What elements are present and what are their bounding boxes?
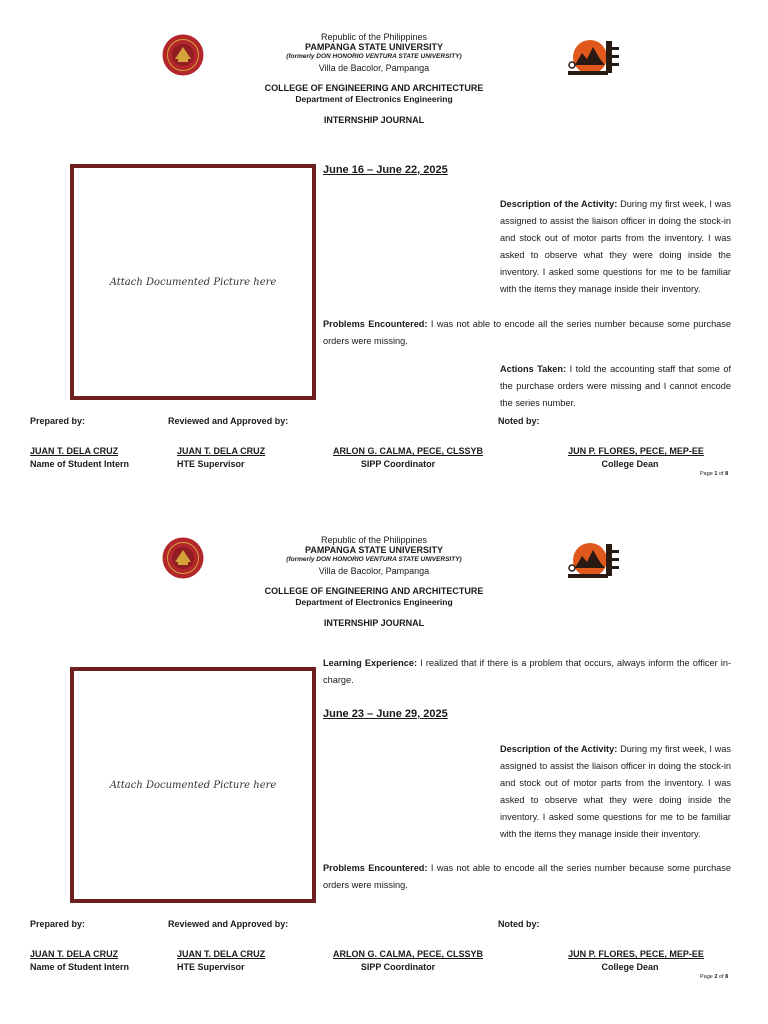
- page-prefix: Page: [700, 974, 713, 980]
- student-intern-role: Name of Student Intern: [30, 962, 130, 972]
- photo-placeholder-label: Attach Documented Picture here: [109, 276, 277, 288]
- activity-description-text: During my first week, I was assigned to assist the liaison officer in doing the stock-in and stock out of motor parts from the inventory. I was asked to observe what they were doing inside the inventory. I asked some questions for me to be familiar with the items they manage inside their inventory.: [500, 744, 731, 839]
- university-seal-icon: [162, 34, 204, 76]
- activity-description-text: During my first week, I was assigned to assist the liaison officer in doing the stock-in and stock out of motor parts from the inventory. I was asked to observe what they were doing inside the inventory. I asked some questions for me to be familiar with the items they manage inside their inventory.: [500, 199, 731, 294]
- college-name: COLLEGE OF ENGINEERING AND ARCHITECTURE: [264, 83, 484, 93]
- journal-page-2: [0, 503, 768, 1006]
- college-logo-icon: [566, 35, 622, 79]
- problems-encountered: [323, 316, 731, 350]
- page-number: [700, 974, 728, 980]
- learning-experience: [323, 655, 731, 689]
- learning-text: I realized that if there is a problem that occurs, always inform the officer in-charge.: [323, 658, 732, 685]
- student-intern-name: JUAN T. DELA CRUZ: [30, 949, 119, 959]
- college-dean-role: College Dean: [601, 962, 659, 972]
- prepared-by-label: Prepared by:: [30, 416, 86, 426]
- journal-title: INTERNSHIP JOURNAL: [323, 618, 425, 628]
- page-prefix: Page: [700, 471, 713, 477]
- hte-supervisor-name: JUAN T. DELA CRUZ: [177, 446, 266, 456]
- university-seal-icon: [162, 537, 204, 579]
- problems-encountered: [323, 860, 731, 894]
- activity-description: [500, 196, 731, 298]
- photo-placeholder[interactable]: [70, 667, 316, 903]
- page-current: 1: [714, 471, 718, 477]
- address-text: Villa de Bacolor, Pampanga: [318, 63, 430, 73]
- learning-label: Learning Experience:: [323, 658, 418, 668]
- university-name: PAMPANGA STATE UNIVERSITY: [304, 42, 443, 52]
- actions-text: I told the accounting staff that some of the purchase orders were missing and I cannot encode the series number.: [500, 364, 731, 408]
- college-dean-role: College Dean: [601, 459, 659, 469]
- week-range: June 23 – June 29, 2025: [323, 708, 448, 720]
- department-name: Department of Electronics Engineering: [295, 597, 453, 607]
- sipp-coordinator-role: SIPP Coordinator: [360, 962, 436, 972]
- college-name: COLLEGE OF ENGINEERING AND ARCHITECTURE: [264, 586, 484, 596]
- republic-text: Republic of the Philippines: [320, 535, 428, 545]
- hte-supervisor-role: HTE Supervisor: [177, 962, 245, 972]
- journal-page-1: [0, 0, 768, 503]
- problems-text: I was not able to encode all the series number because some purchase orders were missing.: [323, 319, 731, 346]
- sipp-coordinator-role: SIPP Coordinator: [360, 459, 436, 469]
- actions-label: Actions Taken:: [500, 364, 567, 374]
- university-name: PAMPANGA STATE UNIVERSITY: [304, 545, 443, 555]
- noted-by-label: Noted by:: [498, 416, 540, 426]
- page-current: 2: [714, 974, 718, 980]
- reviewed-by-label: Reviewed and Approved by:: [168, 919, 289, 929]
- photo-placeholder-label: Attach Documented Picture here: [109, 779, 277, 791]
- republic-text: Republic of the Philippines: [320, 32, 428, 42]
- student-intern-role: Name of Student Intern: [30, 459, 130, 469]
- college-logo-icon: [566, 538, 622, 582]
- problems-label: Problems Encountered:: [323, 319, 428, 329]
- hte-supervisor-name: JUAN T. DELA CRUZ: [177, 949, 266, 959]
- activity-description-label: Description of the Activity:: [500, 744, 618, 754]
- journal-title: INTERNSHIP JOURNAL: [323, 115, 425, 125]
- page-total: 8: [725, 471, 729, 477]
- activity-description: [500, 741, 731, 843]
- address-text: Villa de Bacolor, Pampanga: [318, 566, 430, 576]
- actions-taken: [500, 361, 731, 412]
- page-number: [700, 471, 728, 477]
- hte-supervisor-role: HTE Supervisor: [177, 459, 245, 469]
- page-total: 8: [725, 974, 729, 980]
- college-dean-name: JUN P. FLORES, PECE, MEP-EE: [568, 949, 704, 959]
- prepared-by-label: Prepared by:: [30, 919, 86, 929]
- problems-label: Problems Encountered:: [323, 863, 428, 873]
- department-name: Department of Electronics Engineering: [295, 94, 453, 104]
- page-of: of: [718, 471, 724, 477]
- student-intern-name: JUAN T. DELA CRUZ: [30, 446, 119, 456]
- noted-by-label: Noted by:: [498, 919, 540, 929]
- reviewed-by-label: Reviewed and Approved by:: [168, 416, 289, 426]
- week-range: June 16 – June 22, 2025: [323, 164, 448, 176]
- former-name: (formerly DON HONORIO VENTURA STATE UNIVERSITY): [286, 53, 462, 60]
- activity-description-label: Description of the Activity:: [500, 199, 618, 209]
- page-of: of: [718, 974, 724, 980]
- photo-placeholder[interactable]: [70, 164, 316, 400]
- sipp-coordinator-name: ARLON G. CALMA, PECE, CLSSYB: [332, 949, 483, 959]
- former-name: (formerly DON HONORIO VENTURA STATE UNIVERSITY): [286, 556, 462, 563]
- college-dean-name: JUN P. FLORES, PECE, MEP-EE: [568, 446, 704, 456]
- sipp-coordinator-name: ARLON G. CALMA, PECE, CLSSYB: [332, 446, 483, 456]
- problems-text: I was not able to encode all the series number because some purchase orders were missing.: [323, 863, 731, 890]
